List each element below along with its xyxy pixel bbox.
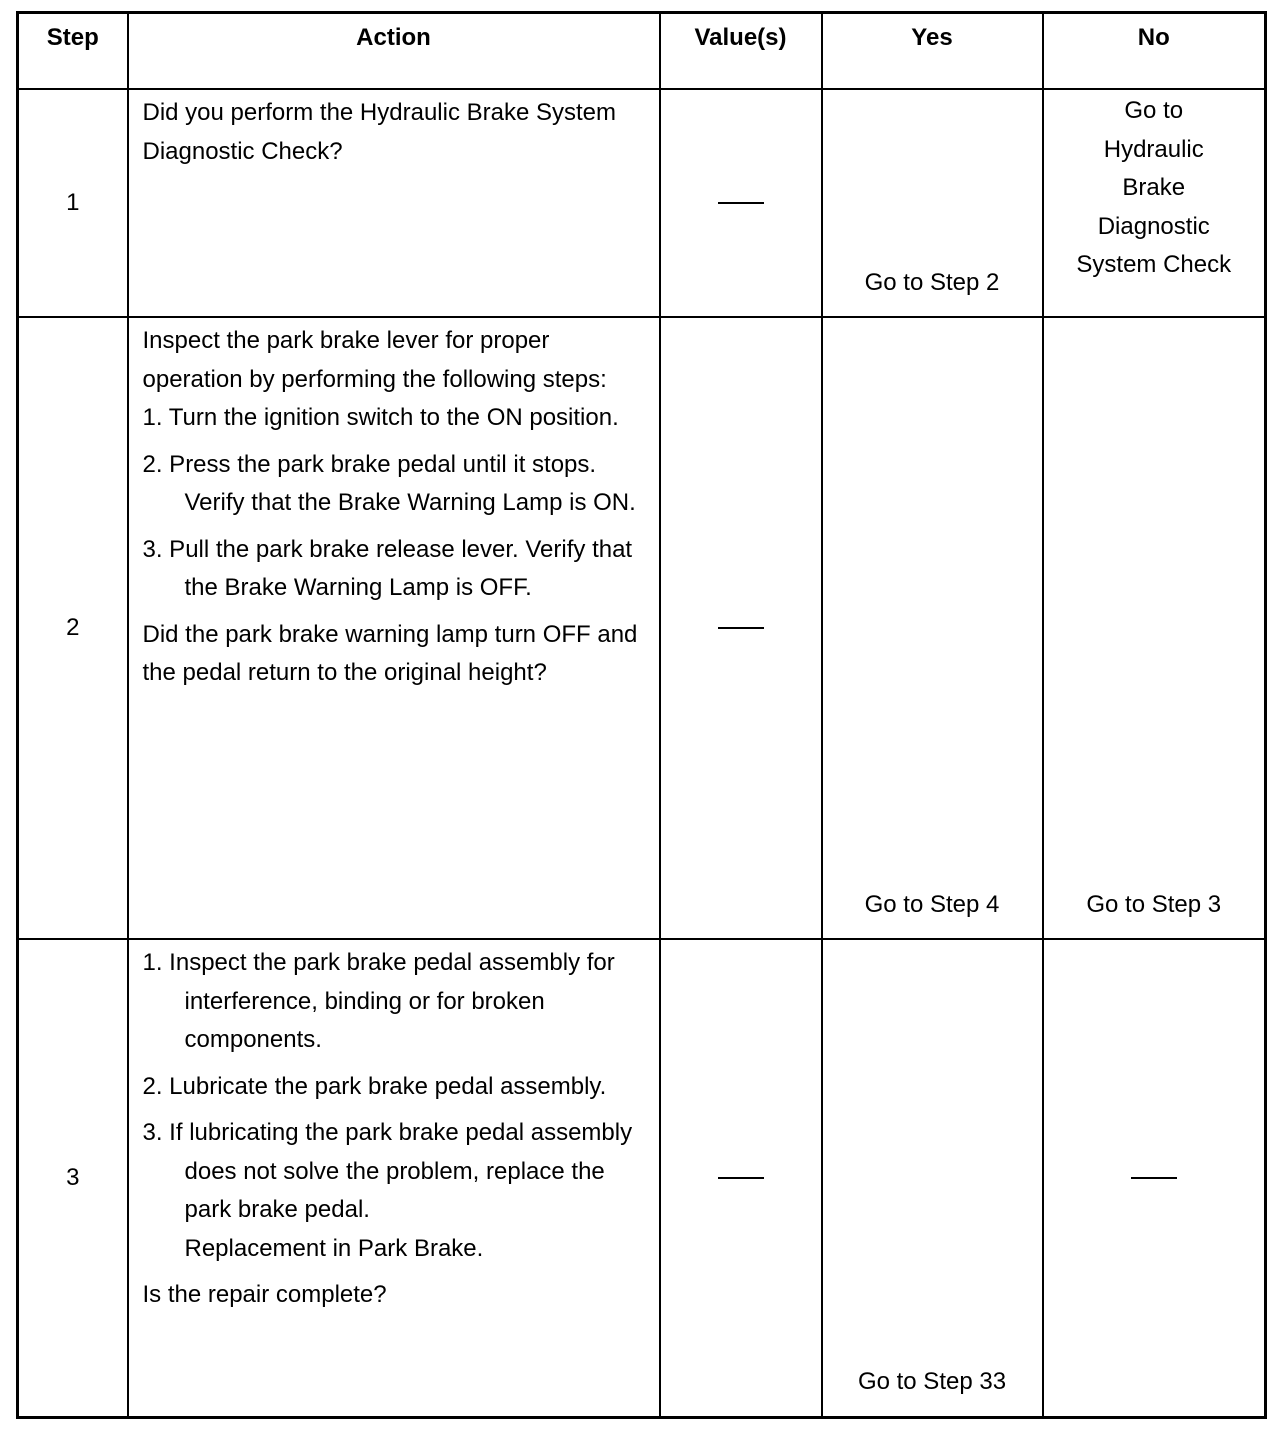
value-dash (718, 202, 764, 204)
step-number: 1 (18, 89, 128, 317)
no-dash (1131, 1177, 1177, 1179)
action-question: Did you perform the Hydraulic Brake System Diagnostic Check? (142, 99, 617, 165)
action-note: Replacement in Park Brake. (184, 1234, 484, 1262)
value-dash (718, 1177, 764, 1179)
value-cell (660, 317, 822, 939)
no-cell (1043, 939, 1266, 1417)
header-yes: Yes (822, 13, 1043, 90)
no-cell (1043, 89, 1266, 317)
no-line: Diagnostic (1097, 212, 1210, 240)
value-dash (718, 627, 764, 629)
header-step: Step (18, 13, 128, 90)
action-step-item: 1. Inspect the park brake pedal assembly for interference, binding or for broken components. (142, 949, 615, 1053)
action-cell (128, 89, 660, 317)
no-line: Go to (1124, 97, 1184, 124)
table-row (18, 939, 1266, 1417)
action-step-item: 2. Lubricate the park brake pedal assembly. (142, 1072, 607, 1100)
action-step-item: 3. Pull the park brake release lever. Verify that the Brake Warning Lamp is OFF. (142, 535, 633, 601)
step-number: 3 (18, 939, 128, 1417)
action-step-item: 2. Press the park brake pedal until it stops. Verify that the Brake Warning Lamp is ON. (142, 450, 636, 516)
diagnostic-table (16, 11, 1267, 1419)
action-intro: Inspect the park brake lever for proper operation by performing the following steps: (142, 327, 607, 393)
yes-cell: Go to Step 4 (822, 317, 1043, 939)
step-number: 2 (18, 317, 128, 939)
value-cell (660, 89, 822, 317)
yes-cell: Go to Step 33 (822, 939, 1043, 1417)
action-question: Did the park brake warning lamp turn OFF and the pedal return to the original height? (142, 620, 638, 686)
no-cell: Go to Step 3 (1043, 317, 1266, 939)
header-row (18, 13, 1266, 90)
no-line: System Check (1076, 251, 1232, 278)
header-no: No (1043, 13, 1266, 90)
action-question: Is the repair complete? (142, 1281, 387, 1308)
action-cell (128, 939, 660, 1417)
header-action: Action (128, 13, 660, 90)
no-line: Hydraulic (1103, 135, 1204, 163)
yes-cell: Go to Step 2 (822, 89, 1043, 317)
table-row (18, 89, 1266, 317)
header-values: Value(s) (660, 13, 822, 90)
action-cell (128, 317, 660, 939)
action-step-item: 3. If lubricating the park brake pedal assembly does not solve the problem, replace the park brake pedal. (142, 1119, 633, 1223)
action-step-item: 1. Turn the ignition switch to the ON position. (142, 404, 619, 431)
table-row (18, 317, 1266, 939)
value-cell (660, 939, 822, 1417)
no-line: Brake (1122, 174, 1186, 201)
